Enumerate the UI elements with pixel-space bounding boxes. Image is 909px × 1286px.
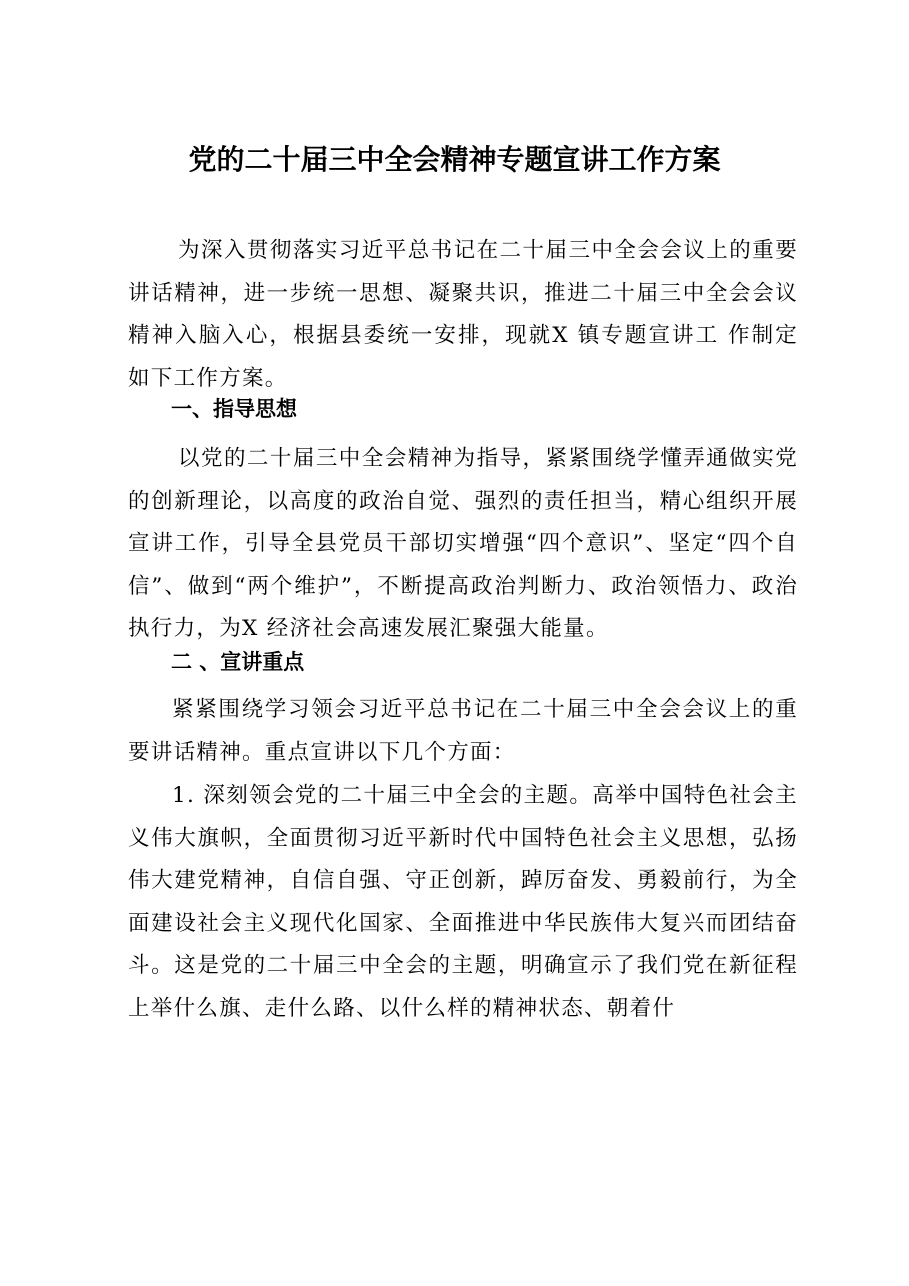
document-title: 党的二十届三中全会精神专题宣讲工作方案: [188, 143, 721, 176]
key-point-1-paragraph: 1. 深刻领会党的二十届三中全会的主题。高举中国特色社会主义伟大旗帜，全面贯彻习近平新时代中国特色社会主义思想，弘扬伟大建党精神，自信自强、守正创新，踔厉奋发、勇毅前行，为全面建设社会主义现代化国家、全面推进中华民族伟大复兴而团结奋斗。这是党的二十届三中全会的主题，明确宣示了我们党在新征程上举什么旗、走什么路、以什么样的精神状态、朝着什: [128, 783, 798, 1021]
section-heading-guiding-ideology: 一、指导思想: [171, 397, 297, 421]
intro-paragraph: 为深入贯彻落实习近平总书记在二十届三中全会会议上的重要讲话精神，进一步统一思想、凝聚共识，推进二十届三中全会会议精神入脑入心，根据县委统一安排，现就X 镇专题宣讲工 作制定如下工作方案。: [128, 238, 798, 391]
section-heading-key-points: 二 、宣讲重点: [171, 650, 305, 674]
guiding-ideology-paragraph: 以党的二十届三中全会精神为指导，紧紧围绕学懂弄通做实党的创新理论，以高度的政治自觉、强烈的责任担当，精心组织开展宣讲工作，引导全县党员干部切实增强“四个意识”、坚定“四个自信”、做到“两个维护”，不断提高政治判断力、政治领悟力、政治执行力，为X 经济社会高速发展汇聚强大能量。: [128, 446, 798, 641]
key-points-intro-paragraph: 紧紧围绕学习领会习近平总书记在二十届三中全会会议上的重要讲话精神。重点宣讲以下几个方面：: [128, 697, 798, 765]
